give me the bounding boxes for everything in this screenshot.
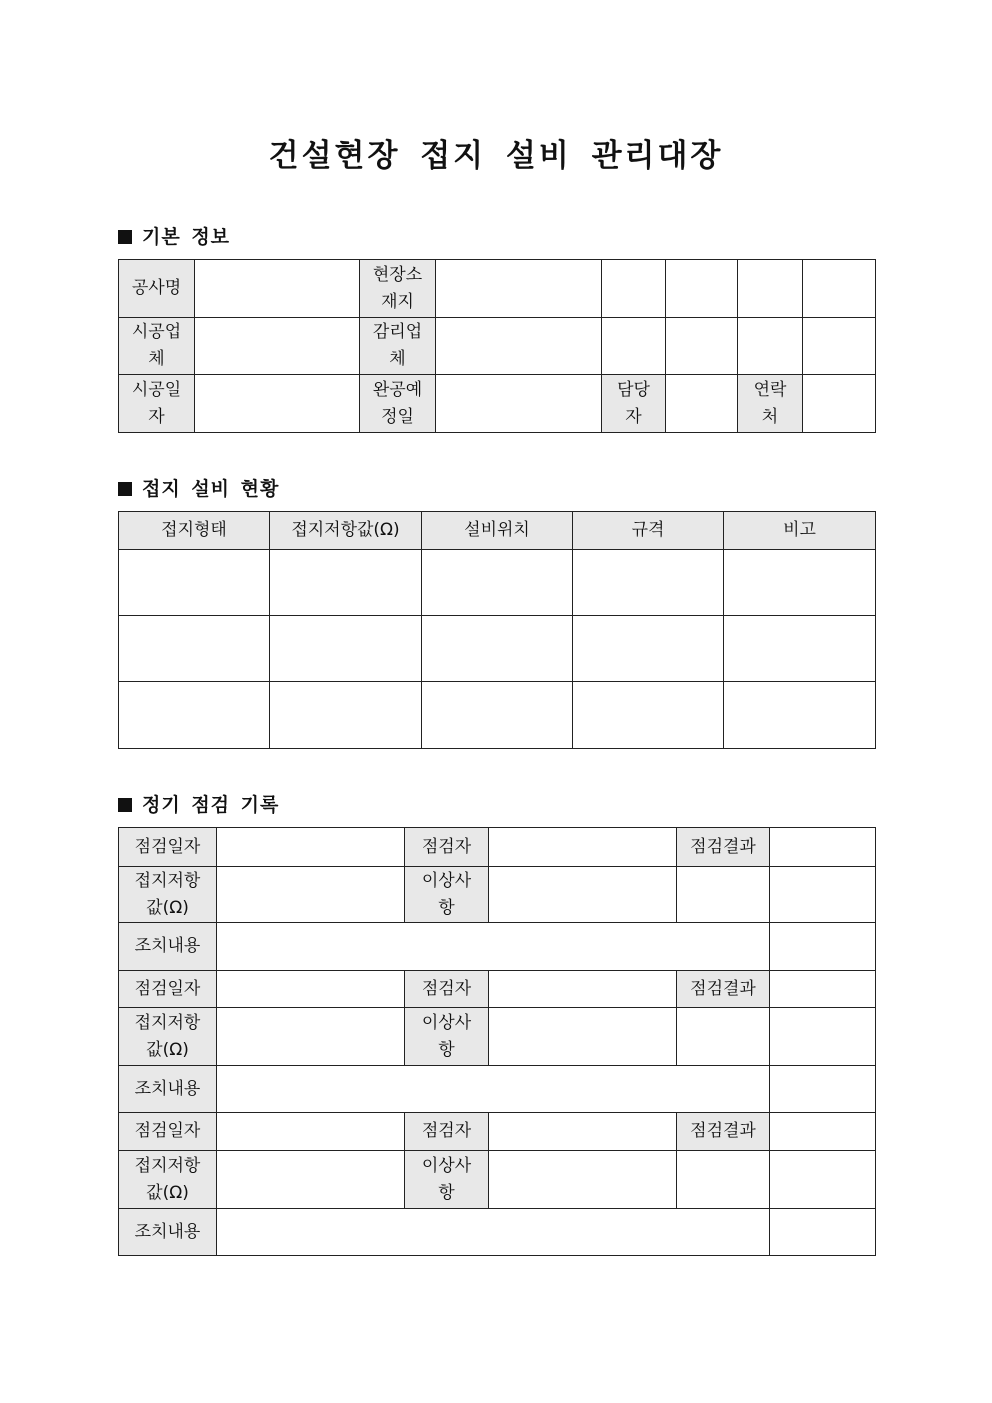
table-row — [119, 1151, 876, 1209]
table-cell[interactable] — [573, 682, 724, 749]
table-row — [119, 318, 876, 375]
table-row — [119, 1209, 876, 1256]
supervisor-field[interactable] — [436, 318, 602, 375]
table-cell[interactable] — [573, 550, 724, 616]
column-header: 접지형태 — [119, 512, 270, 550]
table-row — [119, 375, 876, 433]
section-heading-inspection — [118, 790, 279, 817]
action-field[interactable] — [217, 923, 770, 971]
contact-label: 연락처 — [738, 375, 803, 433]
equipment-table — [118, 511, 876, 749]
resistance-field[interactable] — [217, 1008, 405, 1066]
table-row — [119, 550, 876, 616]
action-label: 조치내용 — [119, 923, 217, 971]
table-cell[interactable] — [119, 682, 270, 749]
square-bullet-icon — [118, 230, 132, 244]
contractor-label: 시공업체 — [119, 318, 195, 375]
inspection-result-label: 점검결과 — [677, 1113, 770, 1151]
site-address-label: 현장소재지 — [360, 260, 436, 318]
resistance-label: 접지저항값(Ω) — [119, 867, 217, 923]
action-field[interactable] — [217, 1066, 770, 1113]
site-address-field[interactable] — [436, 260, 602, 318]
inspector-label: 점검자 — [405, 828, 489, 867]
table-cell[interactable] — [270, 616, 422, 682]
blank-cell[interactable] — [770, 1008, 876, 1066]
table-cell[interactable] — [270, 682, 422, 749]
inspector-field[interactable] — [489, 971, 677, 1008]
column-header: 접지저항값(Ω) — [270, 512, 422, 550]
table-row — [119, 682, 876, 749]
inspection-date-field[interactable] — [217, 1113, 405, 1151]
blank-cell[interactable] — [770, 1151, 876, 1209]
inspection-result-field[interactable] — [770, 1113, 876, 1151]
supervisor-label: 감리업체 — [360, 318, 436, 375]
table-row — [119, 867, 876, 923]
section-heading-basic-info — [118, 222, 230, 249]
resistance-label: 접지저항값(Ω) — [119, 1151, 217, 1209]
blank-cell[interactable] — [602, 260, 666, 318]
abnormal-label: 이상사항 — [405, 1008, 489, 1066]
inspector-label: 점검자 — [405, 971, 489, 1008]
table-cell[interactable] — [422, 682, 573, 749]
column-header: 규격 — [573, 512, 724, 550]
table-row — [119, 1008, 876, 1066]
contractor-field[interactable] — [195, 318, 360, 375]
table-cell[interactable] — [270, 550, 422, 616]
inspector-field[interactable] — [489, 828, 677, 867]
manager-label: 담당자 — [602, 375, 666, 433]
project-name-label: 공사명 — [119, 260, 195, 318]
blank-cell[interactable] — [738, 260, 803, 318]
blank-cell[interactable] — [677, 867, 770, 923]
table-cell[interactable] — [119, 616, 270, 682]
table-row — [119, 923, 876, 971]
inspection-result-label: 점검결과 — [677, 971, 770, 1008]
table-cell[interactable] — [422, 616, 573, 682]
blank-cell[interactable] — [770, 1066, 876, 1113]
action-field[interactable] — [217, 1209, 770, 1256]
inspector-label: 점검자 — [405, 1113, 489, 1151]
inspector-field[interactable] — [489, 1113, 677, 1151]
inspection-table — [118, 827, 876, 1256]
column-header: 설비위치 — [422, 512, 573, 550]
project-name-field[interactable] — [195, 260, 360, 318]
blank-cell[interactable] — [666, 260, 738, 318]
completion-date-field[interactable] — [436, 375, 602, 433]
completion-date-label: 완공예정일 — [360, 375, 436, 433]
inspection-date-label: 점검일자 — [119, 971, 217, 1008]
blank-cell[interactable] — [677, 1008, 770, 1066]
page-title: 건설현장 접지 설비 관리대장 — [268, 138, 724, 174]
table-cell[interactable] — [573, 616, 724, 682]
blank-cell[interactable] — [770, 867, 876, 923]
table-cell[interactable] — [119, 550, 270, 616]
section-heading-label: 기본 정보 — [142, 226, 231, 248]
abnormal-field[interactable] — [489, 1008, 677, 1066]
table-row — [119, 260, 876, 318]
blank-cell[interactable] — [803, 260, 876, 318]
abnormal-label: 이상사항 — [405, 867, 489, 923]
inspection-date-label: 점검일자 — [119, 828, 217, 867]
inspection-result-field[interactable] — [770, 971, 876, 1008]
inspection-result-field[interactable] — [770, 828, 876, 867]
section-heading-equipment — [118, 474, 279, 501]
inspection-result-label: 점검결과 — [677, 828, 770, 867]
abnormal-field[interactable] — [489, 867, 677, 923]
section-heading-label: 접지 설비 현황 — [142, 478, 280, 500]
abnormal-field[interactable] — [489, 1151, 677, 1209]
manager-field[interactable] — [666, 375, 738, 433]
blank-cell[interactable] — [803, 318, 876, 375]
resistance-field[interactable] — [217, 1151, 405, 1209]
inspection-date-field[interactable] — [217, 828, 405, 867]
contact-field[interactable] — [803, 375, 876, 433]
square-bullet-icon — [118, 798, 132, 812]
blank-cell[interactable] — [770, 923, 876, 971]
resistance-label: 접지저항값(Ω) — [119, 1008, 217, 1066]
table-row — [119, 1113, 876, 1151]
table-row — [119, 971, 876, 1008]
table-cell[interactable] — [724, 616, 876, 682]
blank-cell[interactable] — [666, 318, 738, 375]
start-date-field[interactable] — [195, 375, 360, 433]
column-header: 비고 — [724, 512, 876, 550]
blank-cell[interactable] — [677, 1151, 770, 1209]
square-bullet-icon — [118, 482, 132, 496]
resistance-field[interactable] — [217, 867, 405, 923]
table-cell[interactable] — [724, 682, 876, 749]
basic-info-table — [118, 259, 876, 433]
table-header-row — [119, 512, 876, 550]
action-label: 조치내용 — [119, 1209, 217, 1256]
inspection-date-label: 점검일자 — [119, 1113, 217, 1151]
blank-cell[interactable] — [738, 318, 803, 375]
inspection-date-field[interactable] — [217, 971, 405, 1008]
blank-cell[interactable] — [602, 318, 666, 375]
table-row — [119, 828, 876, 867]
table-cell[interactable] — [724, 550, 876, 616]
action-label: 조치내용 — [119, 1066, 217, 1113]
table-row — [119, 616, 876, 682]
section-heading-label: 정기 점검 기록 — [142, 794, 280, 816]
blank-cell[interactable] — [770, 1209, 876, 1256]
table-cell[interactable] — [422, 550, 573, 616]
abnormal-label: 이상사항 — [405, 1151, 489, 1209]
start-date-label: 시공일자 — [119, 375, 195, 433]
table-row — [119, 1066, 876, 1113]
